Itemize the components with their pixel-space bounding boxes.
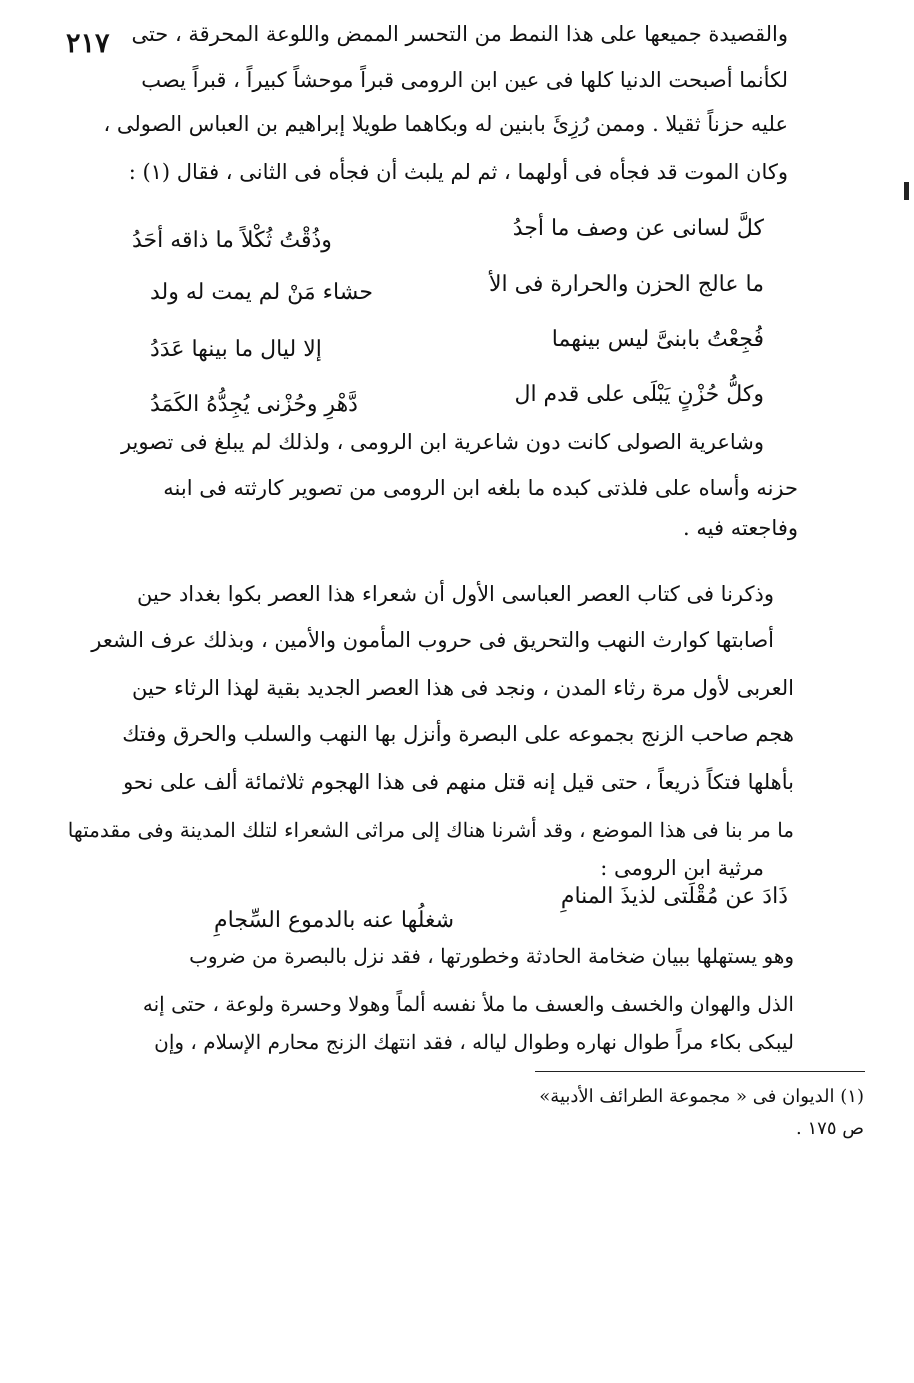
poem-1-right-hemistich: كلَّ لسانى عن وصف ما أجدُ bbox=[512, 216, 764, 241]
paragraph-2-line: وفاجعته فيه . bbox=[683, 516, 798, 540]
poem-1-left-hemistich: وذُقْتُ ثُكْلاً ما ذاقه أحَدُ bbox=[132, 228, 332, 253]
paragraph-3-line: ما مر بنا فى هذا الموضع ، وقد أشرنا هناك إلى مراثى الشعراء لتلك المدينة وفى مقدمتها bbox=[67, 818, 794, 842]
margin-mark bbox=[904, 182, 909, 200]
paragraph-3-line: هجم صاحب الزنج بجموعه على البصرة وأنزل بها النهب والسلب والحرق وفتك bbox=[122, 722, 794, 746]
poem-1-left-hemistich: حشاء مَنْ لم يمت له ولد bbox=[150, 280, 373, 305]
poem-1-right-hemistich: ما عالج الحزن والحرارة فى الأ bbox=[488, 272, 764, 297]
paragraph-3-line: مرثية ابن الرومى : bbox=[600, 856, 764, 880]
footnote-line: (١) الديوان فى « مجموعة الطرائف الأدبية» bbox=[539, 1086, 864, 1107]
paragraph-2-line: حزنه وأساه على فلذتى كبده ما بلغه ابن الرومى من تصوير كارثته فى ابنه bbox=[163, 476, 798, 500]
paragraph-3-line: وذكرنا فى كتاب العصر العباسى الأول أن شعراء هذا العصر بكوا بغداد حين bbox=[136, 582, 774, 606]
poem-1-right-hemistich: فُجِعْتُ بابنىَّ ليس بينهما bbox=[551, 327, 764, 352]
poem-1-left-hemistich: دَّهْرِ وحُزْنى يُجِدُّهُ الكَمَدُ bbox=[150, 392, 358, 417]
footnote-line: ص ١٧٥ . bbox=[796, 1118, 864, 1139]
footnote-separator bbox=[535, 1071, 865, 1072]
paragraph-1-line: وكان الموت قد فجأه فى أولهما ، ثم لم يلبث أن فجأه فى الثانى ، فقال (١) : bbox=[128, 160, 788, 184]
paragraph-2-line: وشاعرية الصولى كانت دون شاعرية ابن الرومى ، ولذلك لم يبلغ فى تصوير bbox=[120, 430, 764, 454]
paragraph-4-line: ليبكى بكاء مراً طوال نهاره وطوال لياله ، فقد انتهك الزنج محارم الإسلام ، وإن bbox=[154, 1030, 794, 1054]
paragraph-1-line: عليه حزناً ثقيلا . وممن رُزِئَ بابنين له وبكاهما طويلا إبراهيم بن العباس الصولى ، bbox=[103, 112, 788, 136]
paragraph-4-line: الذل والهوان والخسف والعسف ما ملأ نفسه ألماً وهولا وحسرة ولوعة ، حتى إنه bbox=[142, 992, 794, 1016]
poem-2-left-hemistich: شغلُها عنه بالدموع السِّجامِ bbox=[214, 908, 455, 933]
paragraph-3-line: العربى لأول مرة رثاء المدن ، ونجد فى هذا العصر الجديد بقية لهذا الرثاء حين bbox=[132, 676, 794, 700]
paragraph-1-line: والقصيدة جميعها على هذا النمط من التحسر الممض واللوعة المحرقة ، حتى bbox=[131, 22, 788, 46]
paragraph-3-line: أصابتها كوارث النهب والتحريق فى حروب المأمون والأمين ، وبذلك عرف الشعر bbox=[91, 628, 774, 652]
poem-1-left-hemistich: إلا ليال ما بينها عَدَدُ bbox=[150, 337, 322, 362]
poem-2-right-hemistich: ذَادَ عن مُقْلَتى لذيذَ المنامِ bbox=[560, 884, 788, 909]
paragraph-1-line: لكأنما أصبحت الدنيا كلها فى عين ابن الرومى قبراً موحشاً كبيراً ، قبراً يصب bbox=[141, 68, 788, 92]
page-number: ٢١٧ bbox=[66, 28, 110, 59]
paragraph-4-line: وهو يستهلها ببيان ضخامة الحادثة وخطورتها ، فقد نزل بالبصرة من ضروب bbox=[189, 944, 794, 968]
poem-1-right-hemistich: وكلُّ حُزْنٍ يَبْلَى على قدم ال bbox=[514, 382, 764, 407]
paragraph-3-line: بأهلها فتكاً ذريعاً ، حتى قيل إنه قتل منهم فى هذا الهجوم ثلاثمائة ألف على نحو bbox=[123, 770, 794, 794]
